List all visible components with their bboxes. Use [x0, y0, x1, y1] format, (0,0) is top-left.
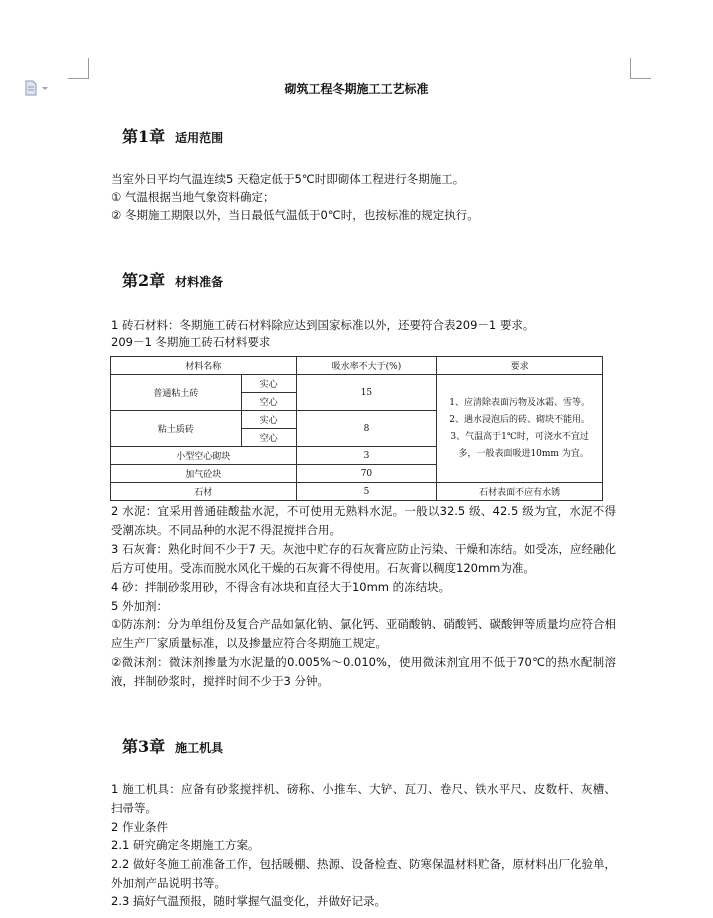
table-cell: 3: [296, 447, 437, 465]
table-header-row: [111, 357, 603, 375]
chapter-1-heading: [122, 124, 223, 147]
table-cell: 石材表面不应有水锈: [437, 483, 603, 501]
table-cell: 实心: [241, 375, 296, 393]
paragraph: 2.1 研究确定冬期施工方案。: [111, 838, 260, 852]
requirement-line: 2、遇水浸泡后的砖、砌块不能用。: [449, 414, 590, 425]
paragraph: 2.2 做好冬施工前准备工作，包括暖棚、热源、设备检查、防寒保温材料贮备，原材料出厂化验单，外加剂产品说明书等。: [111, 857, 616, 890]
paragraph: ②微沫剂：微沫剂掺量为水泥量的0.005%～0.010%，使用微沫剂宜用不低于70℃的热水配制溶液，拌制砂浆时，搅拌时间不少于3 分钟。: [111, 655, 616, 688]
table-cell: 普通粘土砖: [111, 375, 242, 411]
document-title: 砌筑工程冬期施工工艺标准: [284, 82, 429, 96]
requirement-line: 3、气温高于1℃时，可浇水不宜过: [450, 431, 589, 442]
requirement-line: 1、应清除表面污物及冰霜、雪等。: [449, 397, 590, 408]
table-cell: 15: [296, 375, 437, 411]
requirement-line: 多，一般表面吸进10mm 为宜。: [458, 448, 589, 459]
chapter-number: 第3章: [122, 737, 166, 756]
table-cell: 5: [296, 483, 437, 501]
table-cell: 空心: [241, 429, 296, 447]
paragraph: ①防冻剂：分为单组份及复合产品如氯化钠、氯化钙、亚硝酸钠、硝酸钙、碳酸钾等质量均应符合相应生产厂家质量标准，以及掺量应符合冬期施工规定。: [111, 617, 616, 650]
table-row: [111, 483, 603, 501]
chapter-number: 第2章: [122, 271, 166, 290]
table-header-cell: 吸水率不大于(%): [296, 357, 437, 375]
table-cell: 石材: [111, 483, 297, 501]
paragraph: ① 气温根据当地气象资料确定；: [111, 190, 275, 204]
table-cell: 小型空心砌块: [111, 447, 297, 465]
materials-table: [110, 356, 603, 501]
paragraph: 1 砖石材料：冬期施工砖石材料除应达到国家标准以外，还要符合表209－1 要求。: [111, 318, 535, 332]
chapter-name: 施工机具: [175, 741, 224, 755]
paragraph: ② 冬期施工期限以外，当日最低气温低于0℃时，也按标准的规定执行。: [111, 208, 479, 222]
table-cell: 8: [296, 411, 437, 447]
chapter-name: 材料准备: [175, 275, 224, 289]
paragraph: 4 砂：拌制砂浆用砂，不得含有冰块和直径大于10mm 的冻结块。: [111, 580, 451, 594]
page-corner-mark-right: [630, 58, 651, 79]
table-cell: 空心: [241, 393, 296, 411]
page-corner-mark-left: [68, 58, 89, 79]
chapter-2-heading: [122, 268, 223, 291]
table-cell: 70: [296, 465, 437, 483]
table-cell: 实心: [241, 411, 296, 429]
table-cell: 加气砼块: [111, 465, 297, 483]
chapter-3-heading: [122, 734, 223, 757]
paragraph: 2 水泥：宜采用普通硅酸盐水泥，不可使用无熟料水泥。一般以32.5 级、42.5 级为宜，水泥不得受潮冻块。不同品种的水泥不得混搅拌合用。: [111, 504, 616, 537]
chapter-number: 第1章: [122, 127, 166, 146]
paragraph: 2.3 搞好气温预报，随时掌握气温变化，并做好记录。: [111, 894, 386, 908]
paragraph: 5 外加剂：: [111, 599, 168, 613]
chapter-name: 适用范围: [175, 131, 224, 145]
table-header-cell: 要求: [437, 357, 603, 375]
paragraph: 3 石灰膏：熟化时间不少于7 天。灰池中贮存的石灰膏应防止污染、干燥和冻结。如受冻，应经融化后方可使用。受冻而脱水风化干燥的石灰膏不得使用。石灰膏以稠度120mm为准。: [111, 542, 616, 575]
table-caption: 209－1 冬期施工砖石材料要求: [111, 335, 271, 349]
paragraph: 当室外日平均气温连续5 天稳定低于5℃时即砌体工程进行冬期施工。: [111, 172, 465, 186]
paragraph: 2 作业条件: [111, 820, 168, 834]
paragraph: 1 施工机具：应备有砂浆搅拌机、磅称、小推车、大铲、瓦刀、卷尺、铁水平尺、皮数杆、灰槽、扫帚等。: [111, 782, 616, 815]
table-cell: 粘土质砖: [111, 411, 242, 447]
table-header-cell: 材料名称: [111, 357, 297, 375]
table-row: [111, 375, 603, 393]
requirements-cell: [437, 375, 603, 483]
